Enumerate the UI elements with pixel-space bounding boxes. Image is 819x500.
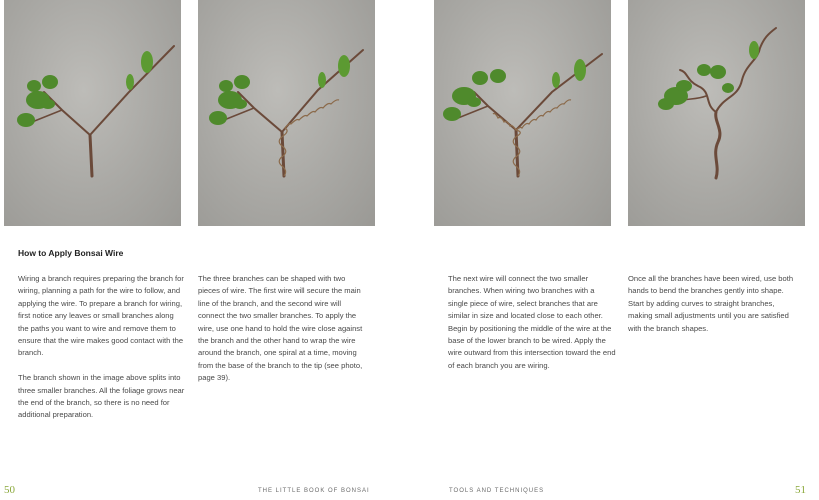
- page-number-left: 50: [4, 484, 15, 496]
- running-head-right: TOOLS AND TECHNIQUES: [449, 488, 545, 494]
- text-column-1: [18, 273, 186, 434]
- paragraph: The three branches can be shaped with two pieces of wire. The first wire will secure the main line of the branch, and the second wire will connect the two smaller branches. To apply the wire, use one hand to hold the wire close against the branch and the other hand to wrap the wire around the branch, one spiral at a time, moving from the base of the branch to the tip (see photo, page 39).: [198, 274, 363, 383]
- paragraph: Once all the branches have been wired, use both hands to bend the branches gently into shape. Start by adding curves to straight branches, making small adjustments until you are satisfied with the branch shapes.: [628, 274, 794, 333]
- text-column-3: [448, 273, 616, 385]
- branch-photo-second-wire: [434, 0, 611, 226]
- text-column-2: [198, 273, 366, 397]
- running-head-left: THE LITTLE BOOK OF BONSAI: [258, 488, 370, 494]
- branch-illustration: [198, 0, 375, 226]
- text-column-4: [628, 273, 796, 347]
- branch-photo-shaped: [628, 0, 805, 226]
- paragraph: The next wire will connect the two smaller branches. When wiring two branches with a single piece of wire, select branches that are similar in size and located close to each other. Begin by positioning the middle of the wire at the base of the lower branch to be wired. Apply the wire outward from this intersection toward the end of each branch you are wiring.: [448, 274, 616, 370]
- branch-illustration: [628, 0, 805, 226]
- section-heading: How to Apply Bonsai Wire: [18, 248, 124, 258]
- branch-photo-first-wire: [198, 0, 375, 226]
- paragraph: Wiring a branch requires preparing the branch for wiring, planning a path for the wire to follow, and applying the wire. To prepare a branch for wiring, first notice any leaves or small branches along the paths you want to wire and remove them to ensure that the wire makes good contact with the branch.: [18, 274, 184, 358]
- branch-illustration: [434, 0, 611, 226]
- paragraph: The branch shown in the image above splits into three smaller branches. All the foliage grows near the end of the branch, so there is no need for additional preparation.: [18, 373, 185, 420]
- branch-photo-unwired: [4, 0, 181, 226]
- branch-illustration: [4, 0, 181, 226]
- page-number-right: 51: [795, 484, 806, 496]
